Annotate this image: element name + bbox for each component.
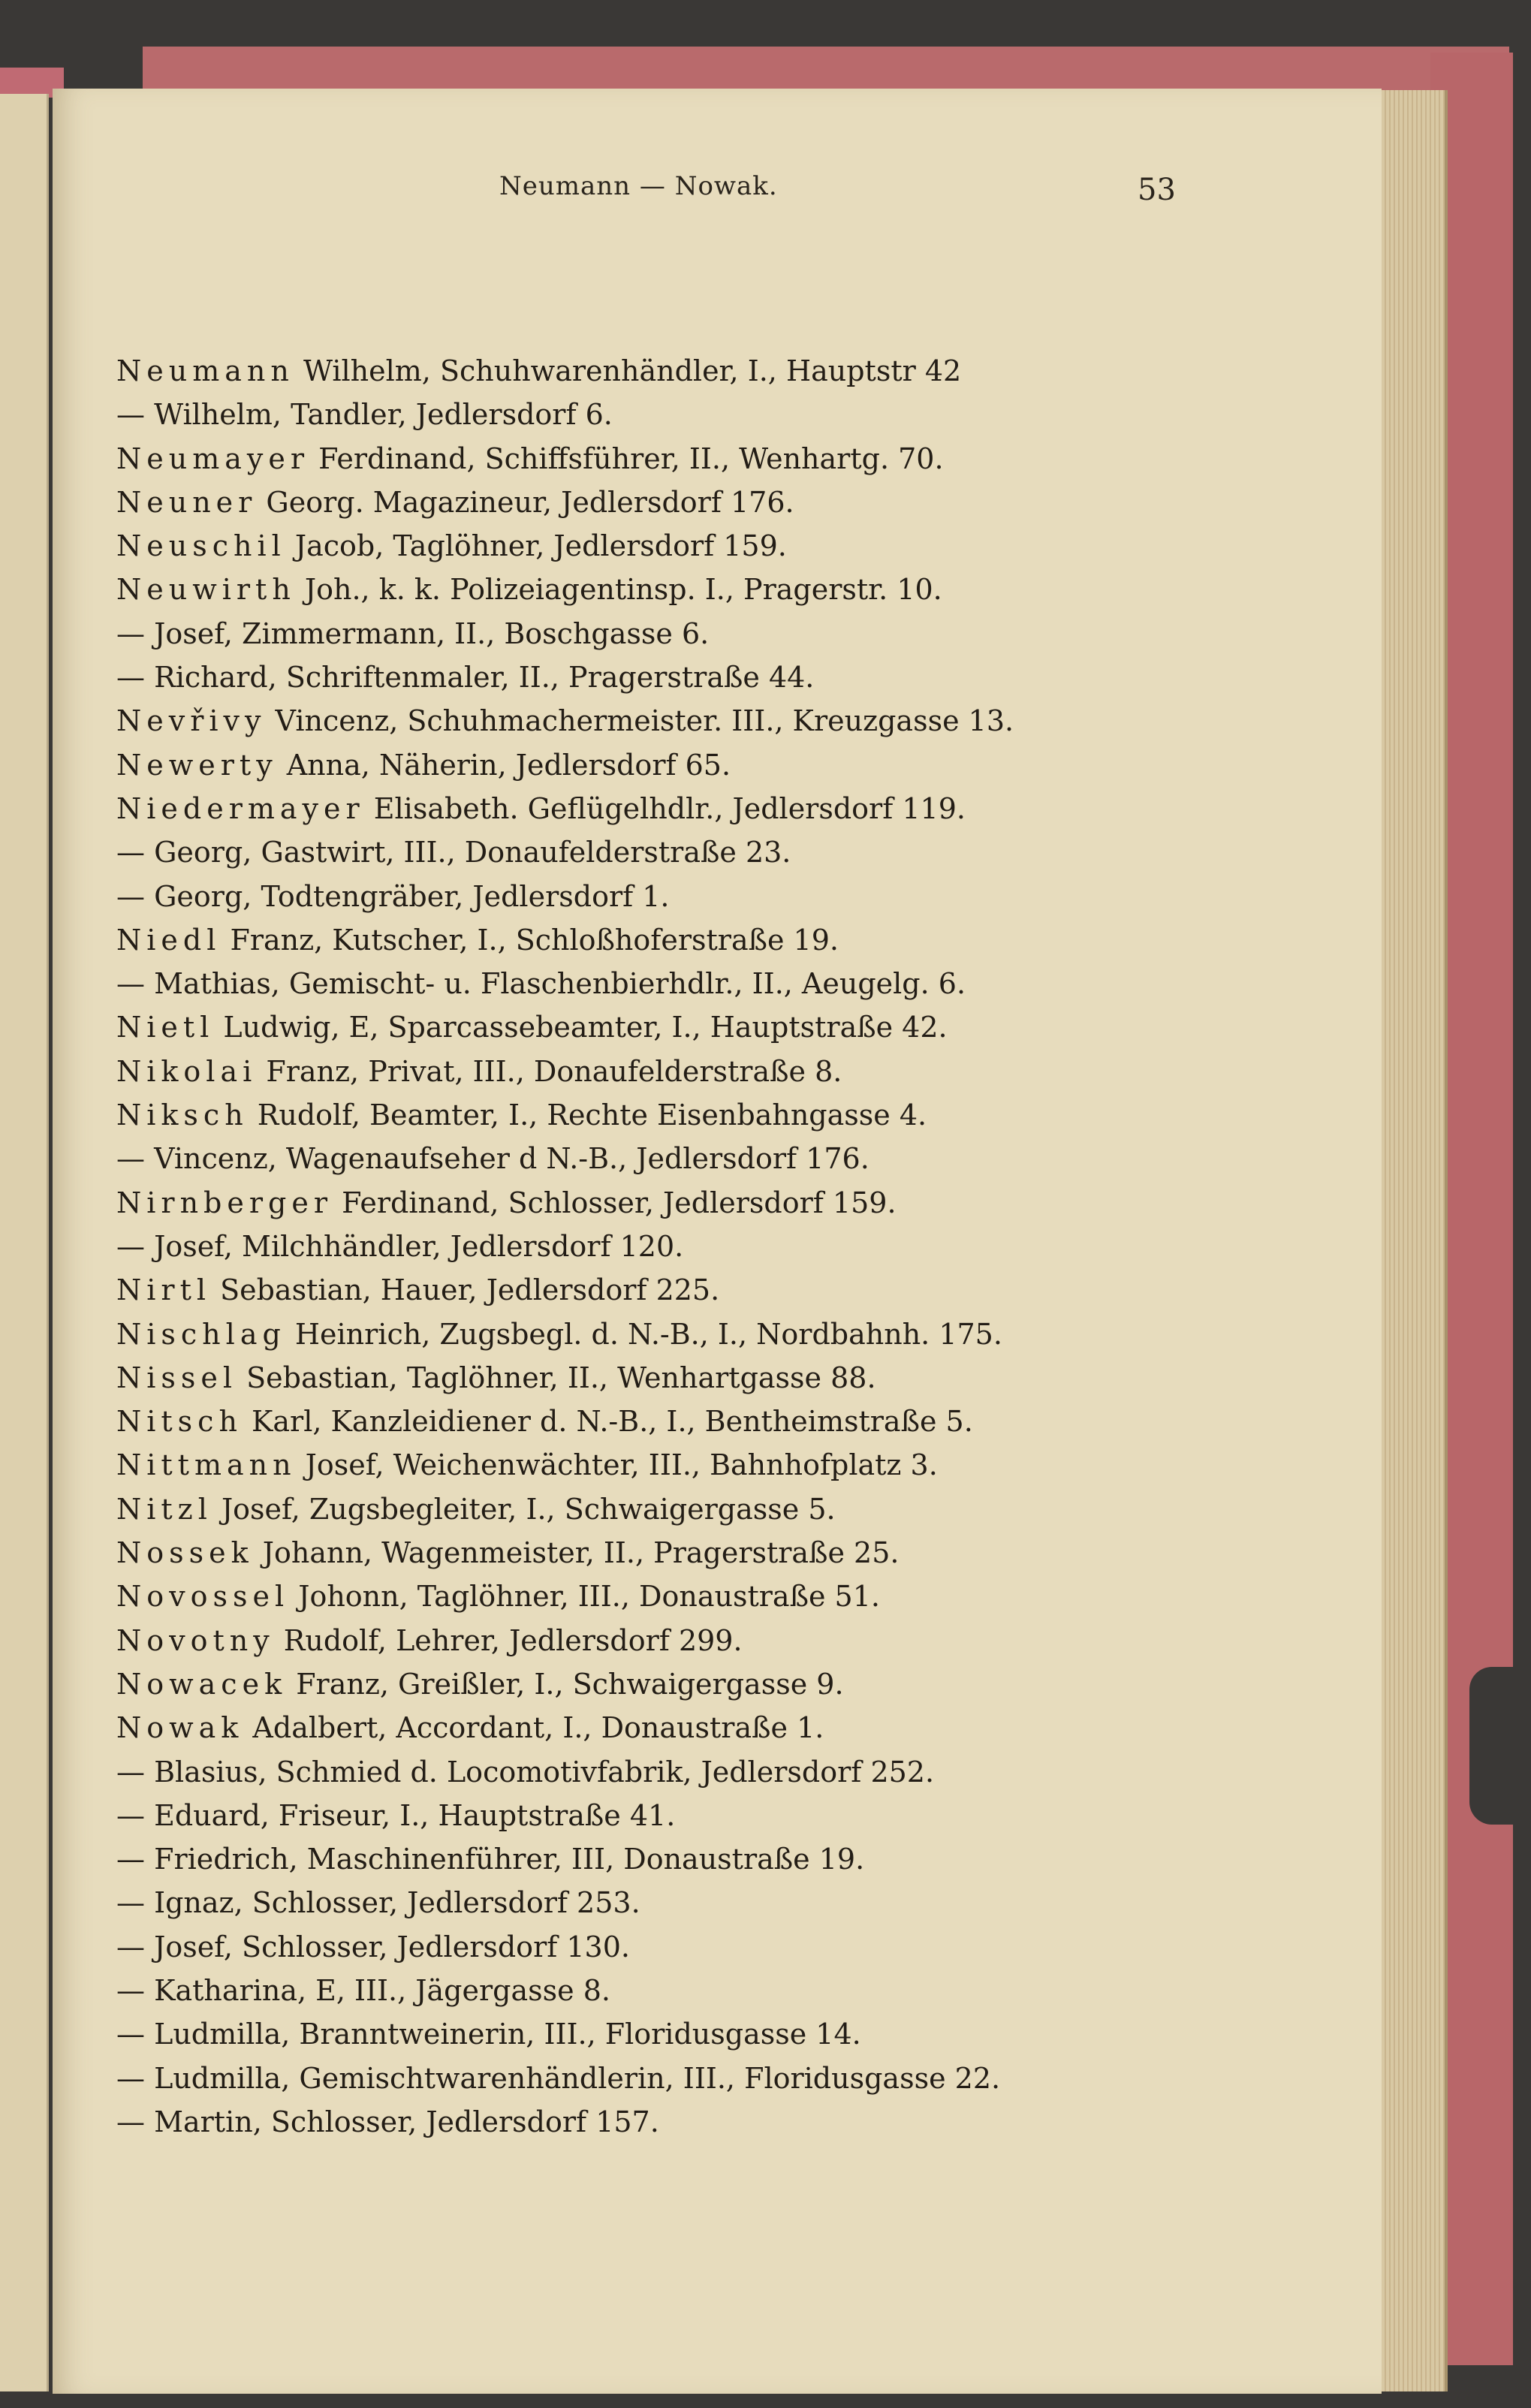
entry-details: Franz, Privat, III., Donaufelderstraße 8.: [257, 1054, 842, 1088]
directory-entry: [116, 875, 1198, 918]
entry-details: Franz, Kutscher, I., Schloßhoferstraße 19.: [221, 923, 839, 957]
entry-surname: Neuner: [116, 485, 258, 519]
directory-entry: [116, 2100, 1198, 2144]
entry-details: Sebastian, Taglöhner, II., Wenhartgasse 88.: [237, 1361, 876, 1394]
directory-entry: [116, 1312, 1198, 1356]
entry-details: Ludmilla, Branntweinerin, III., Floridusgasse 14.: [145, 2018, 861, 2051]
directory-entry: [116, 830, 1198, 874]
entry-surname: —: [116, 616, 145, 650]
entry-surname: Nirnberger: [116, 1186, 333, 1219]
entry-surname: Nitzl: [116, 1492, 212, 1526]
directory-entry: [116, 1881, 1198, 1924]
entry-details: Sebastian, Hauer, Jedlersdorf 225.: [211, 1273, 720, 1307]
directory-entry: [116, 1487, 1198, 1531]
entry-surname: Nevřivy: [116, 704, 267, 738]
entry-surname: Neuschil: [116, 529, 286, 563]
entry-details: Blasius, Schmied d. Locomotivfabrik, Jedlersdorf 252.: [145, 1755, 935, 1789]
directory-entry: [116, 524, 1198, 568]
entry-surname: —: [116, 1755, 145, 1789]
entry-surname: —: [116, 1142, 145, 1176]
directory-entry: [116, 612, 1198, 655]
entry-details: Josef, Weichenwächter, III., Bahnhofplatz 3.: [296, 1448, 938, 1482]
entry-details: Friedrich, Maschinenführer, III, Donaustraße 19.: [145, 1843, 865, 1876]
entry-details: Richard, Schriftenmaler, II., Pragerstraße 44.: [145, 661, 815, 695]
entry-details: Georg, Gastwirt, III., Donaufelderstraße 23.: [145, 836, 791, 869]
directory-entry: [116, 743, 1198, 787]
directory-entry: [116, 481, 1198, 524]
entry-surname: —: [116, 836, 145, 869]
entry-details: Johann, Wagenmeister, II., Pragerstraße 25.: [253, 1536, 900, 1570]
entry-surname: Niksch: [116, 1099, 249, 1132]
directory-entry: [116, 1969, 1198, 2012]
directory-entry: [116, 1400, 1198, 1443]
directory-entry: [116, 1181, 1198, 1225]
directory-entry: [116, 962, 1198, 1005]
entry-details: Ludwig, E, Sparcassebeamter, I., Hauptstraße 42.: [214, 1011, 948, 1044]
entry-details: Johonn, Taglöhner, III., Donaustraße 51.: [289, 1580, 880, 1614]
directory-entry: [116, 1443, 1198, 1487]
directory-entry: [116, 1575, 1198, 1618]
entry-details: Martin, Schlosser, Jedlersdorf 157.: [145, 2105, 659, 2138]
entry-details: Wilhelm, Tandler, Jedlersdorf 6.: [145, 398, 613, 432]
book-cover-top: [143, 47, 1509, 92]
entry-details: Josef, Milchhändler, Jedlersdorf 120.: [145, 1229, 684, 1263]
directory-entry: [116, 699, 1198, 743]
directory-entry: [116, 1005, 1198, 1049]
directory-entry: [116, 1050, 1198, 1093]
directory-entry: [116, 568, 1198, 611]
left-page-edge: [0, 94, 49, 2391]
entry-details: Georg. Magazineur, Jedlersdorf 176.: [257, 485, 794, 519]
entry-surname: Neumayer: [116, 442, 310, 475]
entry-details: Rudolf, Beamter, I., Rechte Eisenbahngasse 4.: [248, 1099, 927, 1132]
entry-details: Adalbert, Accordant, I., Donaustraße 1.: [243, 1711, 824, 1745]
entry-details: Rudolf, Lehrer, Jedlersdorf 299.: [274, 1623, 743, 1657]
entry-details: Elisabeth. Geflügelhdlr., Jedlersdorf 119.: [364, 791, 966, 825]
entry-surname: Nossek: [116, 1536, 254, 1570]
directory-entry: [116, 1837, 1198, 1881]
entry-surname: —: [116, 1229, 145, 1263]
entry-surname: —: [116, 2018, 145, 2051]
directory-entry: [116, 1750, 1198, 1794]
entry-surname: —: [116, 967, 145, 1001]
directory-entry: [116, 2012, 1198, 2056]
directory-entry: [116, 1706, 1198, 1749]
directory-entry: [116, 1225, 1198, 1268]
entry-details: Wilhelm, Schuhwarenhändler, I., Hauptstr 42: [294, 354, 962, 387]
entry-surname: Nitsch: [116, 1405, 243, 1439]
entry-surname: —: [116, 2105, 145, 2138]
entry-surname: —: [116, 661, 145, 695]
directory-entry: [116, 2057, 1198, 2100]
entry-surname: Neuwirth: [116, 573, 296, 607]
entry-surname: Novotny: [116, 1623, 275, 1657]
entry-surname: Nirtl: [116, 1273, 211, 1307]
entry-details: Ignaz, Schlosser, Jedlersdorf 253.: [145, 1886, 640, 1920]
directory-entry: [116, 1356, 1198, 1400]
entry-details: Josef, Zimmermann, II., Boschgasse 6.: [145, 616, 710, 650]
entry-surname: Nissel: [116, 1361, 238, 1394]
directory-entry: [116, 1093, 1198, 1137]
directory-entry: [116, 1137, 1198, 1180]
entry-details: Heinrich, Zugsbegl. d. N.-B., I., Nordbahnh. 175.: [285, 1317, 1002, 1351]
entry-details: Ludmilla, Gemischtwarenhändlerin, III., Floridusgasse 22.: [145, 2061, 1001, 2095]
entry-surname: —: [116, 398, 145, 432]
directory-entry: [116, 437, 1198, 481]
entry-details: Joh., k. k. Polizeiagentinsp. I., Pragerstr. 10.: [295, 573, 942, 607]
entry-surname: Nittmann: [116, 1448, 297, 1482]
entry-surname: Nietl: [116, 1011, 215, 1044]
directory-entry: [116, 349, 1198, 393]
directory-entry: [116, 1268, 1198, 1312]
entry-details: Vincenz, Wagenaufseher d N.-B., Jedlersdorf 176.: [145, 1142, 869, 1176]
entry-surname: —: [116, 1973, 145, 2007]
entry-surname: —: [116, 1798, 145, 1832]
directory-entry: [116, 1925, 1198, 1969]
entry-details: Josef, Zugsbegleiter, I., Schwaigergasse 5.: [212, 1492, 836, 1526]
entry-surname: Nischlag: [116, 1317, 286, 1351]
entry-details: Ferdinand, Schlosser, Jedlersdorf 159.: [333, 1186, 897, 1219]
entry-surname: —: [116, 879, 145, 913]
directory-entry: [116, 1619, 1198, 1662]
entry-surname: Niedermayer: [116, 791, 365, 825]
entry-surname: —: [116, 1886, 145, 1920]
entry-details: Ferdinand, Schiffsführer, II., Wenhartg. 70.: [309, 442, 944, 475]
directory-entry: [116, 1794, 1198, 1837]
entry-surname: —: [116, 1843, 145, 1876]
entry-surname: —: [116, 2061, 145, 2095]
directory-entry: [116, 1531, 1198, 1575]
entry-details: Georg, Todtengräber, Jedlersdorf 1.: [145, 879, 670, 913]
entry-surname: Nowacek: [116, 1667, 288, 1701]
entry-surname: Nikolai: [116, 1054, 258, 1088]
entry-surname: Newerty: [116, 748, 278, 782]
entry-surname: Nowak: [116, 1711, 244, 1745]
directory-entries: [116, 349, 1198, 2144]
directory-entry: [116, 655, 1198, 699]
entry-details: Anna, Näherin, Jedlersdorf 65.: [277, 748, 731, 782]
entry-details: Katharina, E, III., Jägergasse 8.: [145, 1973, 610, 2007]
running-title: Neumann — Nowak.: [499, 171, 778, 201]
entry-surname: Novossel: [116, 1580, 290, 1614]
page-header: [0, 171, 1531, 216]
entry-details: Karl, Kanzleidiener d. N.-B., I., Bentheimstraße 5.: [242, 1405, 973, 1439]
entry-details: Vincenz, Schuhmachermeister. III., Kreuzgasse 13.: [266, 704, 1014, 738]
cover-notch: [1469, 1667, 1513, 1825]
entry-details: Josef, Schlosser, Jedlersdorf 130.: [145, 1930, 630, 1963]
entry-surname: Niedl: [116, 923, 222, 957]
entry-details: Jacob, Taglöhner, Jedlersdorf 159.: [285, 529, 787, 563]
directory-entry: [116, 393, 1198, 436]
entry-details: Eduard, Friseur, I., Hauptstraße 41.: [145, 1798, 676, 1832]
directory-entry: [116, 1662, 1198, 1706]
directory-entry: [116, 918, 1198, 962]
entry-details: Franz, Greißler, I., Schwaigergasse 9.: [287, 1667, 844, 1701]
entry-surname: Neumann: [116, 354, 294, 387]
entry-surname: —: [116, 1930, 145, 1963]
entry-details: Mathias, Gemischt- u. Flaschenbierhdlr., II., Aeugelg. 6.: [145, 967, 966, 1001]
page-number: 53: [1138, 173, 1176, 207]
directory-entry: [116, 787, 1198, 830]
